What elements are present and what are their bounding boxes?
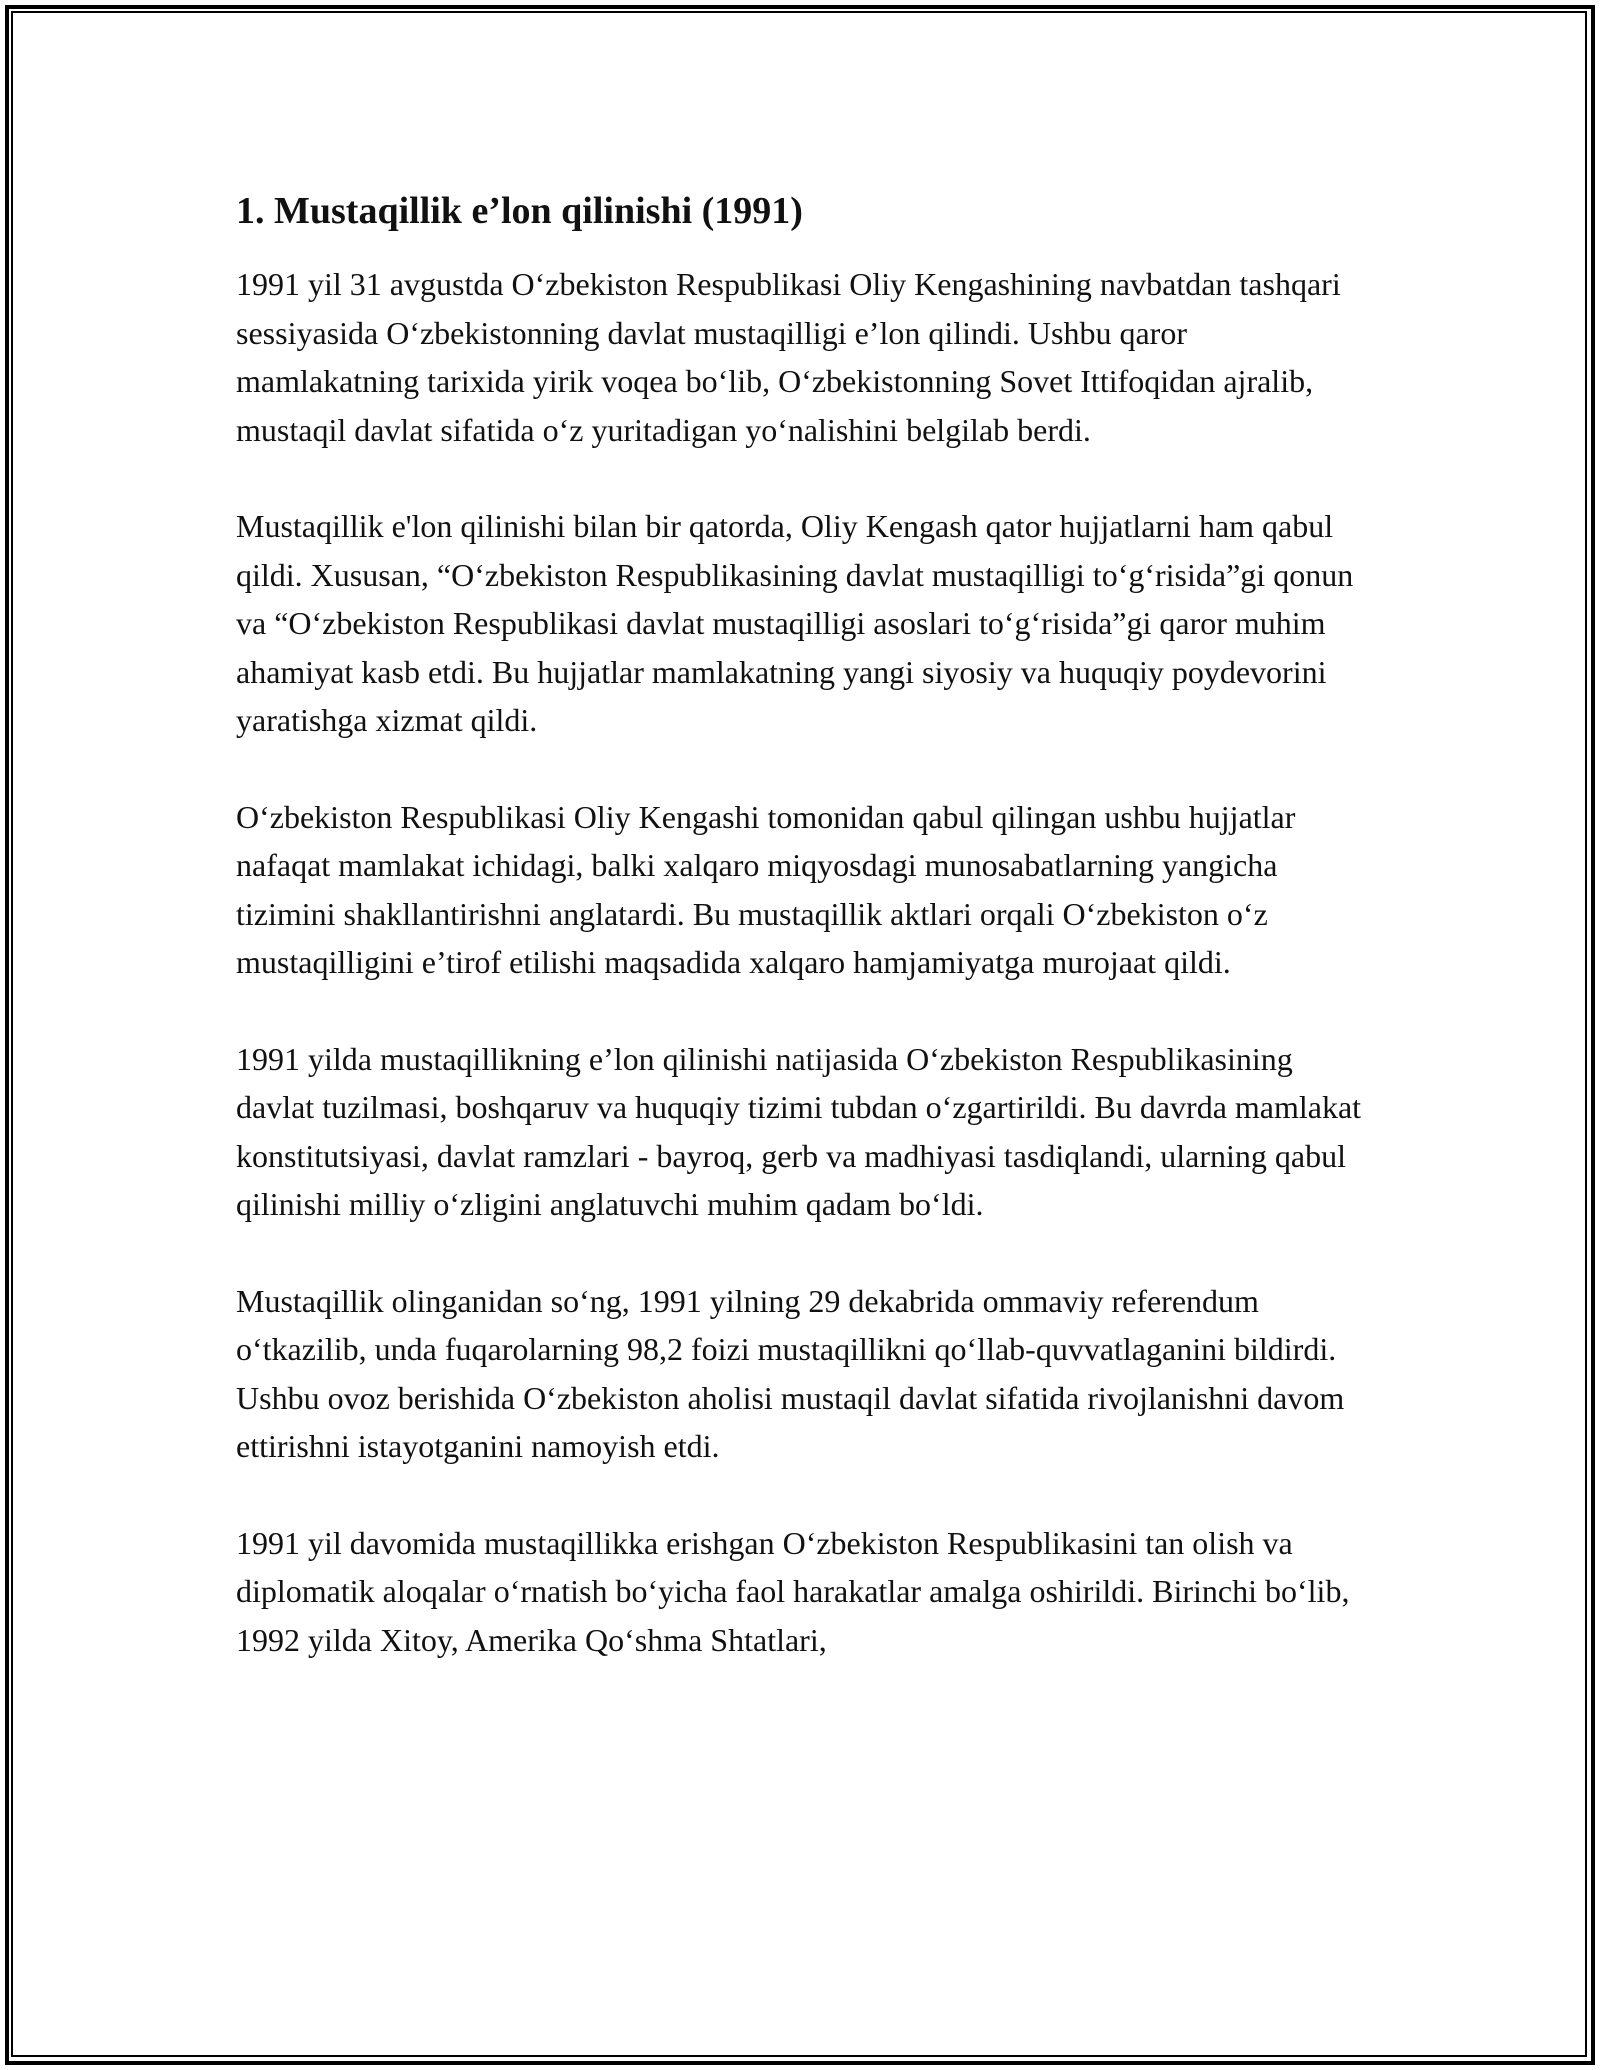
paragraph-5: Mustaqillik olinganidan so‘ng, 1991 yilning 29 dekabrida ommaviy referendum o‘tkazilib, unda fuqarolarning 98,2 foizi mustaqillikni qo‘llab-quvvatlaganini bildirdi. Ushbu ovoz berishida O‘zbekiston aholisi mustaqil davlat sifatida rivojlanishni davom ettirishni istayotganini namoyish etdi.	[236, 1282, 1345, 1464]
section-heading: 1. Mustaqillik e’lon qilinishi (1991)	[236, 190, 803, 232]
document-body	[236, 186, 1366, 1712]
paragraph-2: Mustaqillik e'lon qilinishi bilan bir qatorda, Oliy Kengash qator hujjatlarni ham qabul qildi. Xususan, “O‘zbekiston Respublikasining davlat mustaqilligi to‘g‘risida”gi qonun va “O‘zbekiston Respublikasi davlat mustaqilligi asoslari to‘g‘risida”gi qaror muhim ahamiyat kasb etdi. Bu hujjatlar mamlakatning yangi siyosiy va huquqiy poydevorini yaratishga xizmat qildi.	[236, 508, 1354, 738]
paragraph-3: O‘zbekiston Respublikasi Oliy Kengashi tomonidan qabul qilingan ushbu hujjatlar nafaqat mamlakat ichidagi, balki xalqaro miqyosdagi munosabatlarning yangicha tizimini shakllantirishni anglatardi. Bu mustaqillik aktlari orqali O‘zbekiston o‘z mustaqilligini e’tirof etilishi maqsadida xalqaro hamjamiyatga murojaat qildi.	[236, 798, 1296, 980]
paragraph-1: 1991 yil 31 avgustda O‘zbekiston Respublikasi Oliy Kengashining navbatdan tashqari sessiyasida O‘zbekistonning davlat mustaqilligi e’lon qilindi. Ushbu qaror mamlakatning tarixida yirik voqea bo‘lib, O‘zbekistonning Sovet Ittifoqidan ajralib, mustaqil davlat sifatida o‘z yuritadigan yo‘nalishini belgilab berdi.	[236, 266, 1341, 448]
paragraph-6: 1991 yil davomida mustaqillikka erishgan O‘zbekiston Respublikasini tan olish va diplomatik aloqalar o‘rnatish bo‘yicha faol harakatlar amalga oshirildi. Birinchi bo‘lib, 1992 yilda Xitoy, Amerika Qo‘shma Shtatlari,	[236, 1524, 1350, 1658]
paragraph-4: 1991 yilda mustaqillikning e’lon qilinishi natijasida O‘zbekiston Respublikasining davlat tuzilmasi, boshqaruv va huquqiy tizimi tubdan o‘zgartirildi. Bu davrda mamlakat konstitutsiyasi, davlat ramzlari - bayroq, gerb va madhiyasi tasdiqlandi, ularning qabul qilinishi milliy o‘zligini anglatuvchi muhim qadam bo‘ldi.	[236, 1040, 1362, 1222]
